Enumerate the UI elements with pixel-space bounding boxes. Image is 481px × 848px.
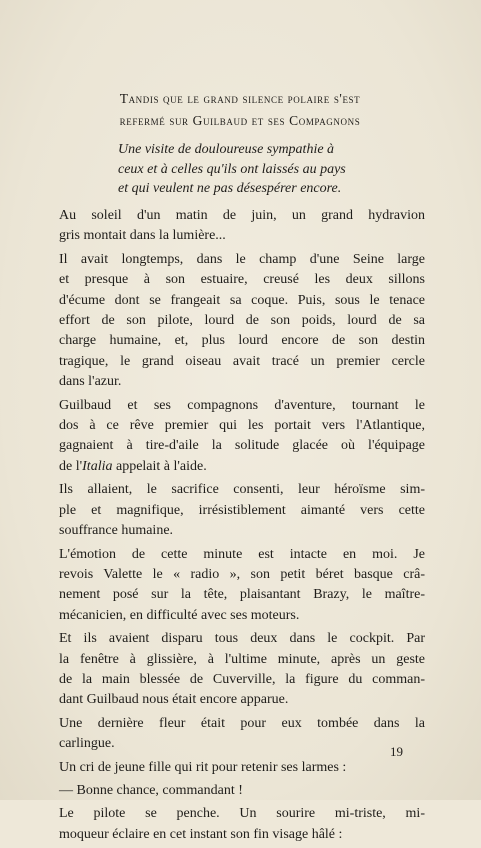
text-line: dos à ce rêve premier qui les portait vers l'Atlantique, (59, 418, 425, 434)
text-line: Guilbaud et ses compagnons d'aventure, tournant le (59, 397, 425, 413)
text-line: ple et magnifique, irrésistiblement aimanté vers cette (59, 502, 425, 518)
paragraph (59, 206, 425, 247)
paragraph (59, 396, 425, 478)
text-line: de la main blessée de Cuverville, la figure du comman- (59, 671, 425, 687)
text-line: Une dernière fleur était pour eux tombée dans la (59, 715, 425, 731)
text-line: Et ils avaient disparu tous deux dans le cockpit. Par (59, 631, 425, 647)
page-number: 19 (390, 744, 403, 759)
text-line: nement posé sur la tête, plaisantant Brazy, le maître- (59, 587, 425, 603)
text-line: dant Guilbaud nous était encore apparue. (59, 692, 289, 708)
epigraph (118, 140, 438, 199)
text-line: Un cri de jeune fille qui rit pour retenir ses larmes : (59, 759, 347, 775)
text-line: Le pilote se penche. Un sourire mi-triste, mi- (59, 806, 425, 822)
text-line: mécanicien, en difficulté avec ses moteurs. (59, 607, 300, 623)
text-line: et presque à son estuaire, creusé les deux sillons (59, 272, 425, 288)
text-line: Ils allaient, le sacrifice consenti, leur héroïsme sim- (59, 482, 425, 498)
text-line: L'émotion de cette minute est intacte en moi. Je (59, 546, 425, 562)
paragraph (59, 545, 425, 627)
paragraph (59, 781, 425, 801)
text-line: tragique, le grand oiseau avait tracé un premier cercle (59, 353, 425, 369)
chapter-title-line-2: refermé sur Guilbaud et ses Compagnons (119, 113, 361, 128)
paragraph (59, 714, 425, 755)
text-line: d'écume dont se frangeait sa coque. Puis, sous le tenace (59, 292, 425, 308)
body-text (59, 206, 425, 848)
text-fragment: appelait à l'aide. (112, 458, 207, 474)
paragraph (59, 758, 425, 778)
chapter-title-line-1: Tandis que le grand silence polaire s'est (119, 91, 361, 106)
epigraph-line: ceux et à celles qu'ils ont laissés au pays (118, 161, 346, 177)
text-line: gagnaient à tire-d'aile la solitude glacée où l'équipage (59, 438, 425, 454)
paragraph (59, 629, 425, 711)
text-line: gris montait dans la lumière... (59, 228, 226, 244)
text-line: Au soleil d'un matin de juin, un grand hydravion (59, 208, 425, 223)
ship-name-italic: Italia (82, 458, 113, 474)
text-line: Il avait longtemps, dans le champ d'une Seine large (59, 251, 425, 267)
text-fragment: de l' (59, 458, 83, 474)
text-line: effort de son pilote, lourd de son poids, lourd de sa (59, 313, 425, 329)
paragraph (59, 250, 425, 393)
text-line: moqueur éclaire en cet instant son fin visage hâlé : (59, 826, 343, 842)
text-line: charge humaine, et, plus lourd encore de son destin (59, 333, 425, 349)
text-line: — Bonne chance, commandant ! (59, 782, 243, 798)
epigraph-line: et qui veulent ne pas désespérer encore. (118, 181, 342, 196)
text-line: revois Valette le « radio », son petit béret basque crâ- (59, 566, 425, 582)
text-line: dans l'azur. (59, 374, 122, 390)
text-line: la fenêtre à glissière, à l'ultime minute, après un geste (59, 651, 425, 667)
epigraph-line: Une visite de douloureuse sympathie à (118, 142, 335, 157)
paragraph (59, 804, 425, 845)
text-line (59, 457, 425, 477)
text-line: souffrance humaine. (59, 523, 174, 539)
paragraph (59, 480, 425, 541)
text-line: carlingue. (59, 736, 115, 752)
